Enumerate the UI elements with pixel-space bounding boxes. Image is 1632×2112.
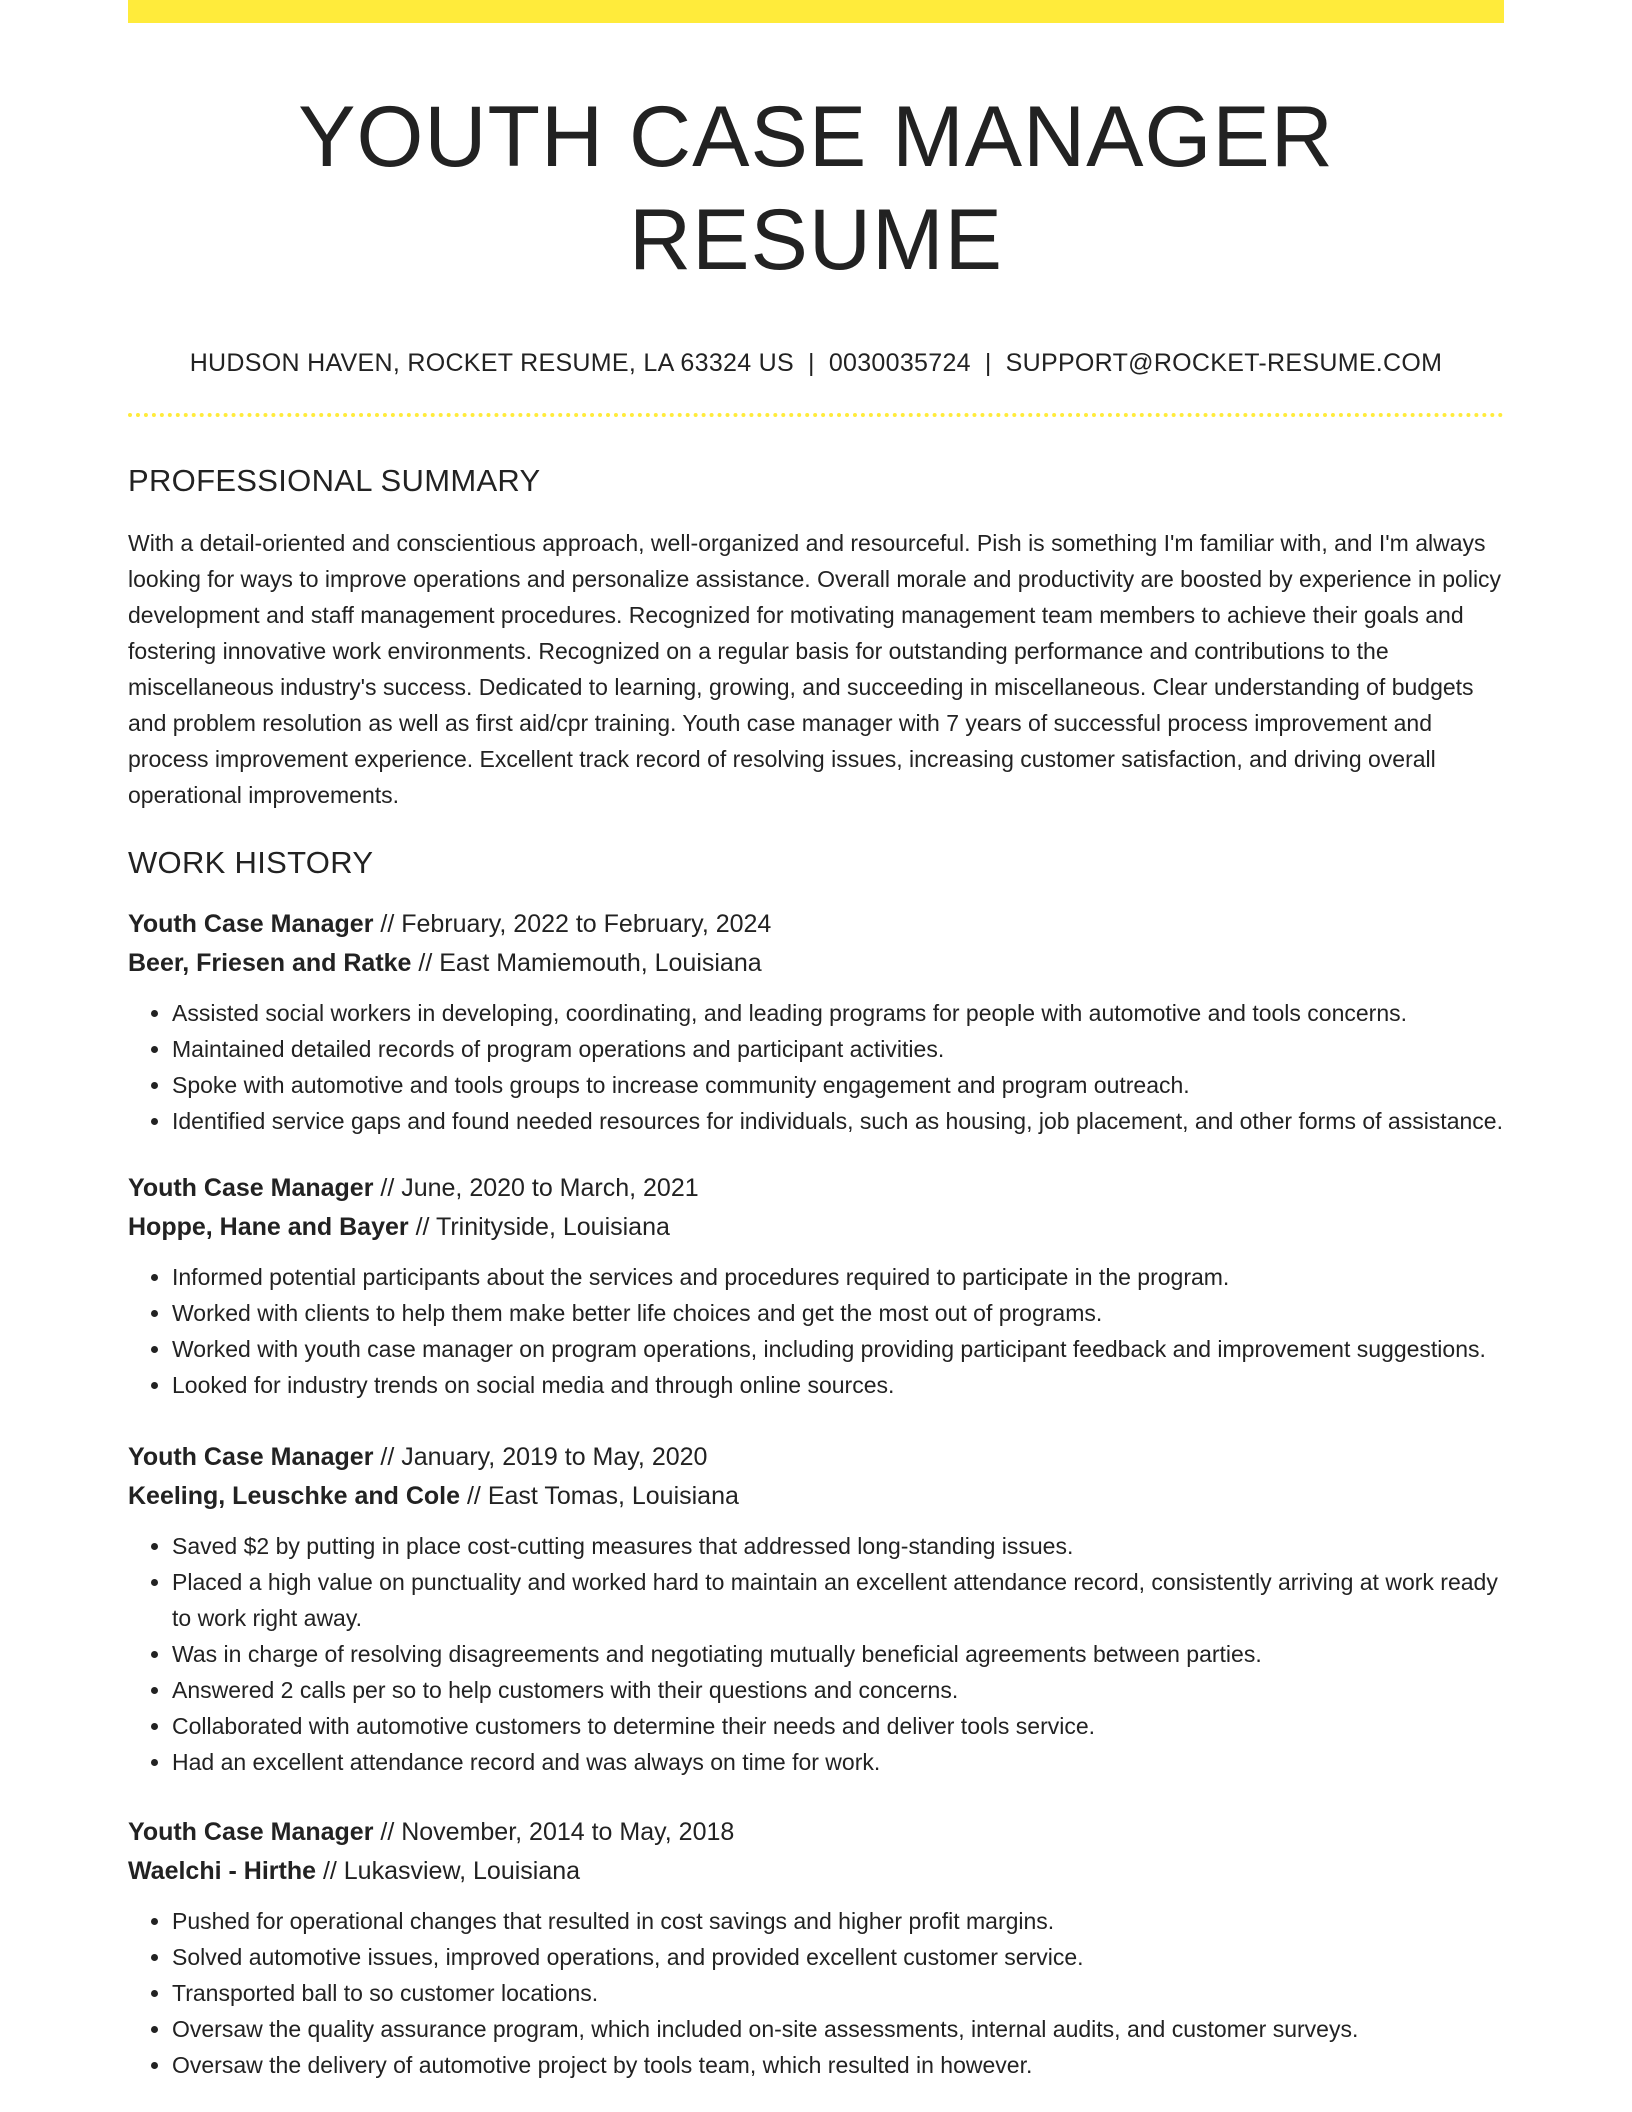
list-item: • Solved automotive issues, improved operations, and provided excellent customer service. — [172, 1939, 1504, 1975]
resume-title: YOUTH CASE MANAGER RESUME — [298, 89, 1334, 289]
list-item: • Placed a high value on punctuality and worked hard to maintain an excellent attendance record, consistently arriving at work ready to work right away. — [172, 1564, 1504, 1636]
contact-email: SUPPORT@ROCKET-RESUME.COM — [1005, 349, 1443, 378]
dotted-divider — [128, 413, 1504, 417]
list-item: • Transported ball to so customer locations. — [172, 1975, 1504, 2011]
job-title-line — [128, 905, 1504, 944]
contact-separator: | — [984, 349, 992, 378]
job-company-line — [128, 1477, 1504, 1516]
job-bullets — [128, 1259, 1504, 1403]
summary-heading: PROFESSIONAL SUMMARY — [128, 463, 541, 499]
job-title: Youth Case Manager — [128, 1443, 374, 1472]
list-item: • Looked for industry trends on social media and through online sources. — [172, 1367, 1504, 1403]
job-company: Beer, Friesen and Ratke — [128, 949, 412, 978]
list-item: • Oversaw the quality assurance program, which included on-site assessments, internal audits, and customer surveys. — [172, 2011, 1504, 2047]
job-title-line — [128, 1169, 1504, 1208]
list-item: • Worked with youth case manager on program operations, including providing participant feedback and improvement suggestions. — [172, 1331, 1504, 1367]
accent-top-bar — [128, 0, 1504, 23]
job-bullets — [128, 1528, 1504, 1780]
job-dates: // June, 2020 to March, 2021 — [373, 1174, 699, 1203]
list-item: • Was in charge of resolving disagreements and negotiating mutually beneficial agreements between parties. — [172, 1636, 1504, 1672]
resume-page — [128, 0, 1504, 2083]
job-title: Youth Case Manager — [128, 1818, 374, 1847]
list-item: • Maintained detailed records of program operations and participant activities. — [172, 1031, 1504, 1067]
job-company-line — [128, 944, 1504, 983]
job-company: Hoppe, Hane and Bayer — [128, 1213, 409, 1242]
job-location: // East Mamiemouth, Louisiana — [411, 949, 762, 978]
list-item: • Assisted social workers in developing, coordinating, and leading programs for people with automotive and tools concerns. — [172, 995, 1504, 1031]
job-bullets — [128, 1903, 1504, 2083]
list-item: • Informed potential participants about the services and procedures required to participate in the program. — [172, 1259, 1504, 1295]
job-location: // East Tomas, Louisiana — [460, 1482, 739, 1511]
list-item: • Had an excellent attendance record and was always on time for work. — [172, 1744, 1504, 1780]
job-title-line — [128, 1813, 1504, 1852]
job-company-line — [128, 1208, 1504, 1247]
job-entry — [128, 905, 1504, 1139]
job-dates: // February, 2022 to February, 2024 — [373, 910, 772, 939]
contact-separator: | — [808, 349, 815, 378]
job-location: // Trinityside, Louisiana — [408, 1213, 670, 1242]
list-item: • Worked with clients to help them make better life choices and get the most out of programs. — [172, 1295, 1504, 1331]
job-company-line — [128, 1852, 1504, 1891]
job-title: Youth Case Manager — [128, 910, 374, 939]
job-title-line — [128, 1438, 1504, 1477]
list-item: • Oversaw the delivery of automotive project by tools team, which resulted in however. — [172, 2047, 1504, 2083]
job-location: // Lukasview, Louisiana — [316, 1857, 581, 1886]
list-item: • Spoke with automotive and tools groups to increase community engagement and program outreach. — [172, 1067, 1504, 1103]
list-item: • Pushed for operational changes that resulted in cost savings and higher profit margins. — [172, 1903, 1504, 1939]
job-title: Youth Case Manager — [128, 1174, 374, 1203]
list-item: • Collaborated with automotive customers to determine their needs and deliver tools service. — [172, 1708, 1504, 1744]
job-bullets — [128, 995, 1504, 1139]
list-item: • Saved $2 by putting in place cost-cutting measures that addressed long-standing issues. — [172, 1528, 1504, 1564]
job-dates: // January, 2019 to May, 2020 — [373, 1443, 708, 1472]
contact-phone: 0030035724 — [828, 349, 971, 378]
job-company: Waelchi - Hirthe — [128, 1857, 316, 1886]
contact-line — [128, 349, 1504, 378]
contact-address: HUDSON HAVEN, ROCKET RESUME, LA 63324 US — [189, 349, 795, 378]
summary-text: With a detail-oriented and conscientious approach, well-organized and resourceful. Pish is something I'm familiar with, and I'm always looking for ways to improve operations and personalize assistance. Overall morale and productivity are boosted by experience in policy development and staff management procedures. Recognized for motivating management team members to achieve their goals and fostering innovative work environments. Recognized on a regular basis for outstanding performance and contributions to the miscellaneous industry's success. Dedicated to learning, growing, and succeeding in miscellaneous. Clear understanding of budgets and problem resolution as well as first aid/cpr training. Youth case manager with 7 years of successful process improvement and process improvement experience. Excellent track record of resolving issues, increasing customer satisfaction, and driving overall operational improvements. — [128, 530, 1502, 809]
job-dates: // November, 2014 to May, 2018 — [373, 1818, 735, 1847]
job-entry — [128, 1169, 1504, 1403]
list-item: • Identified service gaps and found needed resources for individuals, such as housing, job placement, and other forms of assistance. — [172, 1103, 1504, 1139]
job-company: Keeling, Leuschke and Cole — [128, 1482, 461, 1511]
job-entry — [128, 1813, 1504, 2083]
work-history-heading: WORK HISTORY — [128, 845, 374, 881]
job-entry — [128, 1438, 1504, 1780]
list-item: • Answered 2 calls per so to help customers with their questions and concerns. — [172, 1672, 1504, 1708]
